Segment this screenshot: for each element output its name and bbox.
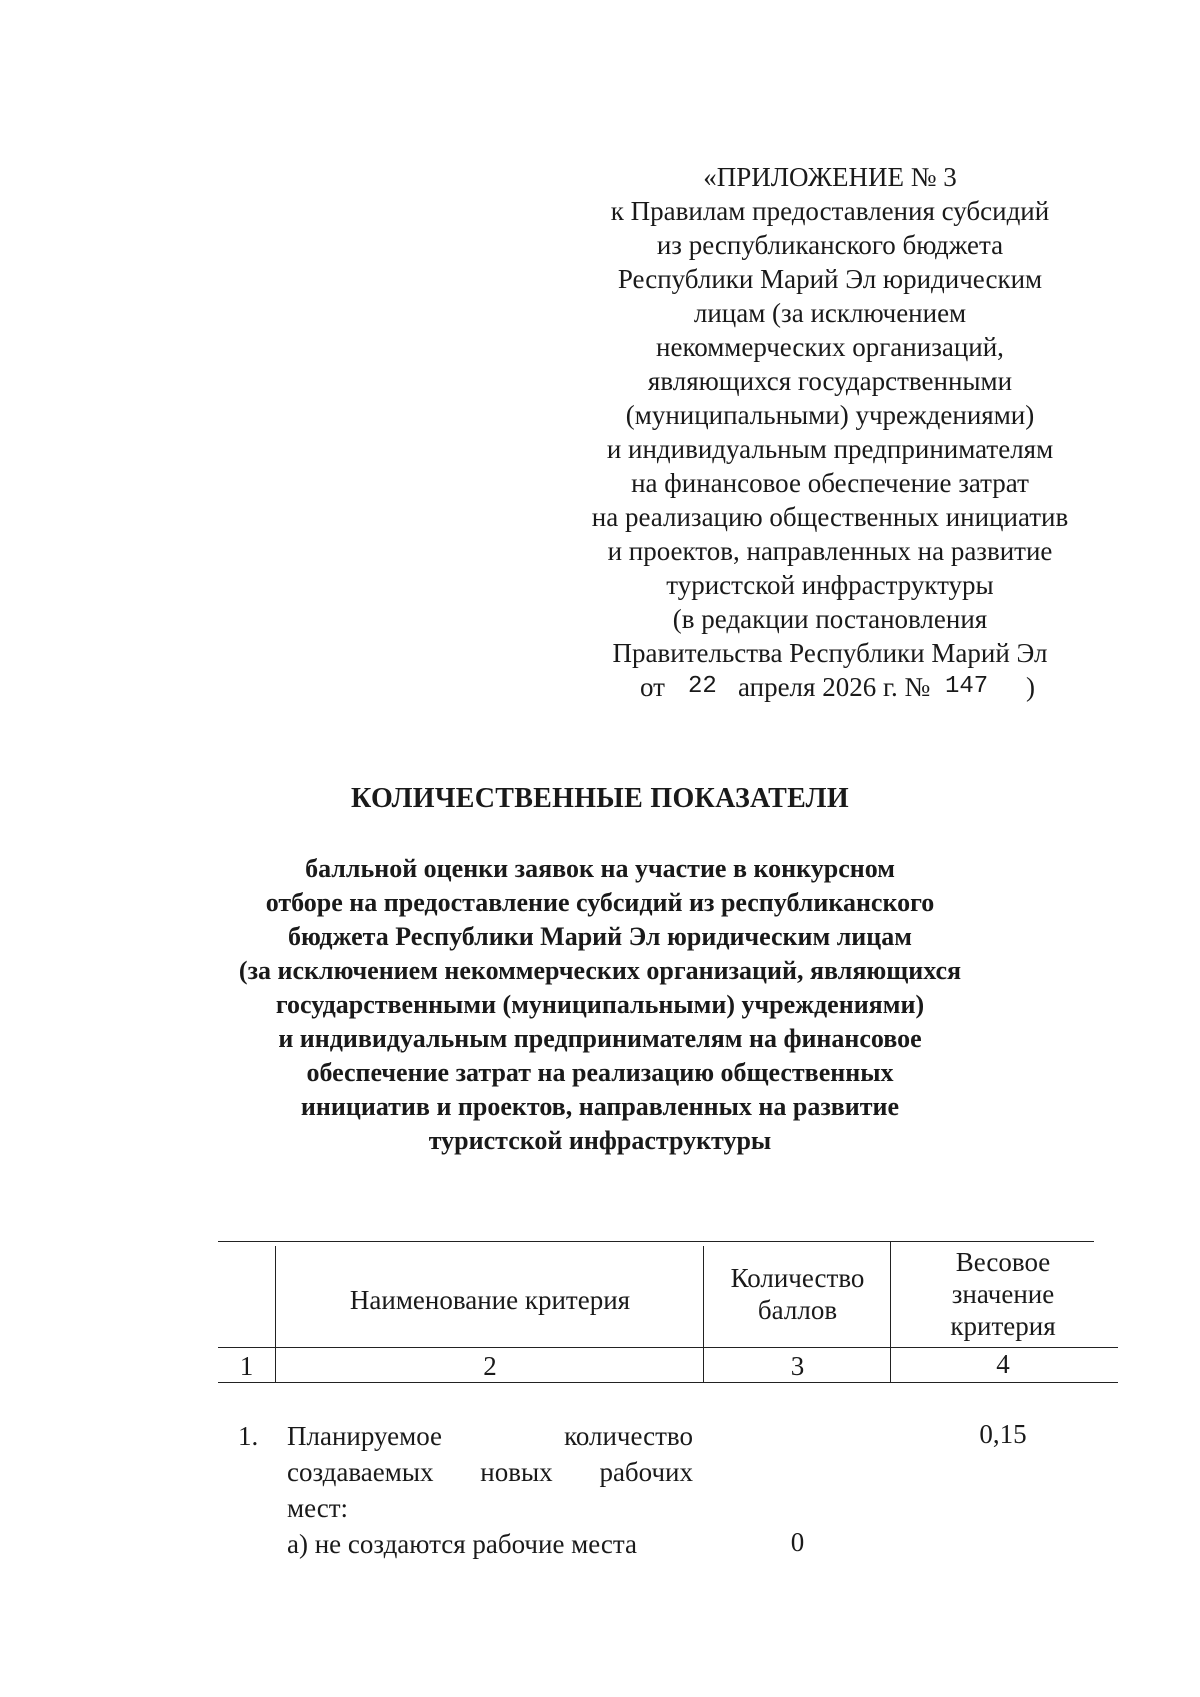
appendix-line: «ПРИЛОЖЕНИЕ № 3: [703, 162, 957, 192]
table-numbers-border: [218, 1382, 1118, 1383]
subtitle-line: бюджета Республики Марий Эл юридическим лицам: [288, 922, 912, 951]
subtitle-line: балльной оценки заявок на участие в конкурсном: [305, 854, 895, 883]
column-number: 1: [239, 1351, 254, 1381]
subtitle-line: отборе на предоставление субсидий из республиканского: [265, 888, 935, 917]
table-col-divider: [275, 1246, 276, 1382]
appendix-line: на реализацию общественных инициатив: [591, 502, 1069, 532]
sub-item-text: а) не создаются рабочие места: [287, 1529, 638, 1559]
appendix-line: и проектов, направленных на развитие: [607, 536, 1053, 566]
closing-paren: ): [1026, 672, 1035, 702]
subtitle-line: (за исключением некоммерческих организаций, являющихся: [238, 956, 962, 985]
appendix-date-line: [560, 670, 1100, 704]
subtitle-line: туристской инфраструктуры: [428, 1126, 772, 1155]
subtitle-line: обеспечение затрат на реализацию общественных: [306, 1058, 894, 1087]
header-weight: [892, 1246, 1114, 1342]
row-number: 1.: [238, 1421, 259, 1451]
appendix-line: туристской инфраструктуры: [666, 570, 994, 600]
criterion-weight: 0,15: [979, 1419, 1027, 1449]
criterion-word: количество: [564, 1421, 693, 1451]
criterion-line: [287, 1418, 693, 1454]
header-weight-line: значение: [951, 1279, 1055, 1309]
document-title: КОЛИЧЕСТВЕННЫЕ ПОКАЗАТЕЛИ: [351, 783, 849, 814]
appendix-line: лицам (за исключением: [693, 298, 967, 328]
header-points-line: баллов: [757, 1295, 838, 1325]
appendix-line: Республики Марий Эл юридическим: [617, 264, 1043, 294]
date-prefix: от: [640, 672, 665, 702]
date-rest: апреля 2026 г. №: [738, 672, 931, 702]
appendix-line: некоммерческих организаций,: [656, 332, 1004, 362]
appendix-line: и индивидуальным предпринимателям: [606, 434, 1054, 464]
appendix-line: (в редакции постановления: [672, 604, 988, 634]
subtitle-line: и индивидуальным предпринимателям на финансовое: [278, 1024, 922, 1053]
table-col-divider: [703, 1246, 704, 1382]
criterion-word: новых: [480, 1457, 553, 1487]
appendix-line: к Правилам предоставления субсидий: [610, 196, 1050, 226]
header-points: [705, 1262, 890, 1326]
table-col-divider: [890, 1241, 891, 1382]
appendix-line: являющихся государственными: [647, 366, 1013, 396]
column-number: 4: [996, 1349, 1010, 1379]
appendix-line: Правительства Республики Марий Эл: [612, 638, 1048, 668]
criterion-line: мест:: [287, 1493, 349, 1523]
appendix-line: (муниципальными) учреждениями): [625, 400, 1035, 430]
sub-item-points: 0: [790, 1527, 805, 1557]
doc-number: 147: [945, 673, 989, 700]
date-day: 22: [688, 673, 717, 700]
appendix-line: на финансовое обеспечение затрат: [631, 468, 1029, 498]
appendix-line: из республиканского бюджета: [656, 230, 1004, 260]
appendix-header: [560, 160, 1100, 704]
header-weight-line: критерия: [950, 1311, 1056, 1341]
column-number: 2: [483, 1351, 497, 1381]
column-number: 3: [790, 1351, 805, 1381]
criterion-word: рабочих: [599, 1457, 694, 1487]
document-subtitle: [160, 852, 1040, 1158]
criterion-word: Планируемое: [287, 1421, 443, 1451]
header-points-line: Количество: [730, 1263, 865, 1293]
criterion-word: создаваемых: [287, 1457, 434, 1487]
subtitle-line: инициатив и проектов, направленных на развитие: [300, 1092, 900, 1121]
header-criterion-name: Наименование критерия: [349, 1285, 631, 1315]
header-weight-line: Весовое: [955, 1247, 1051, 1277]
criterion-line: [287, 1454, 693, 1490]
table-top-border: [218, 1241, 1094, 1242]
subtitle-line: государственными (муниципальными) учреждениями): [275, 990, 925, 1019]
